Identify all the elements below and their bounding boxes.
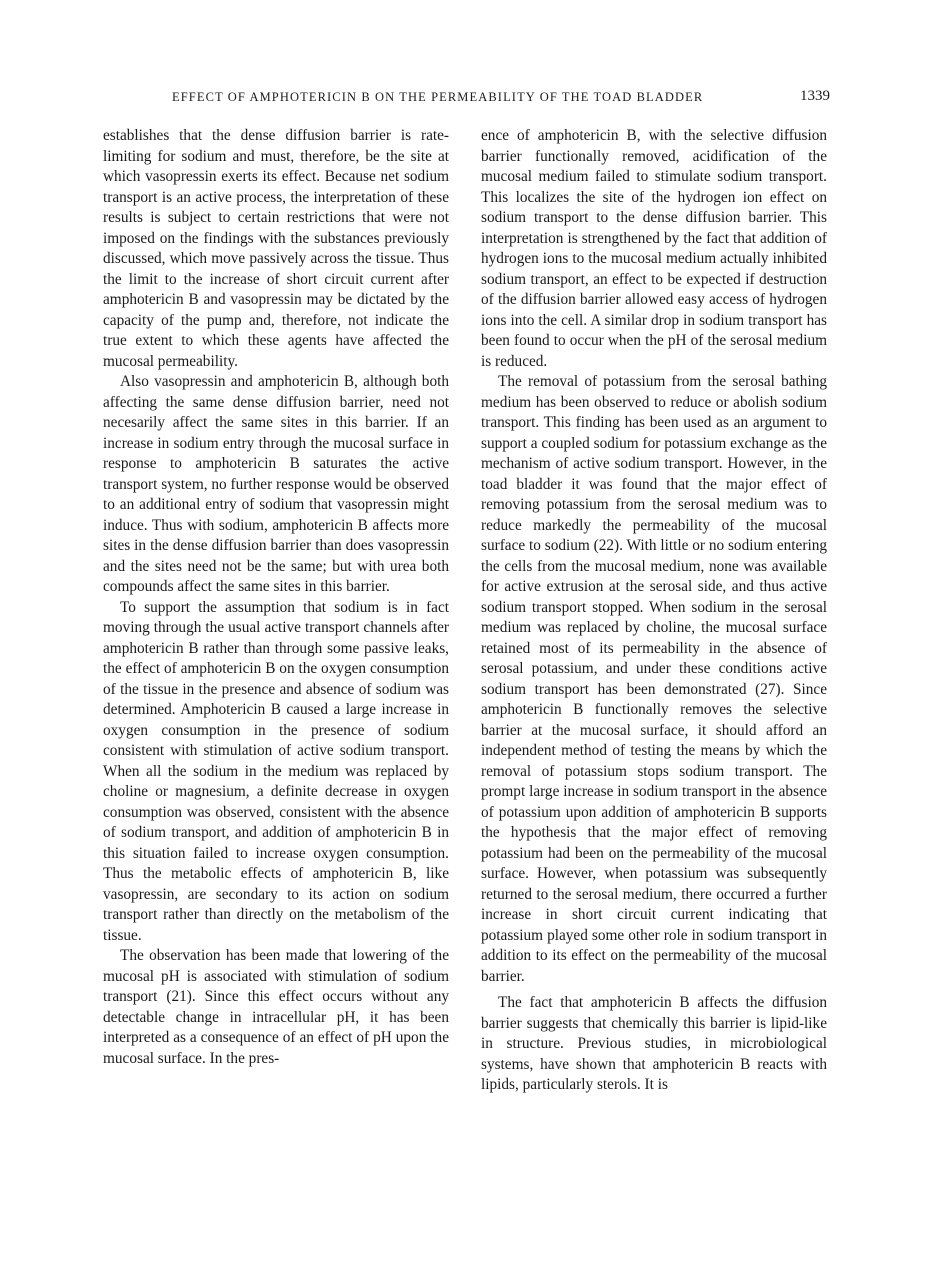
paragraph: To support the assumption that sodium is in fact moving through the usual active transport channels after amphotericin B rather than through some passive leaks, the effect of amphotericin B on the oxygen consumption of the tissue in the presence and absence of sodium was determined. Amphotericin B caused a large increase in oxygen consumption in the presence of sodium consistent with stimulation of active sodium transport. When all the sodium in the medium was replaced by choline or magnesium, a definite decrease in oxygen consumption was observed, consistent with the absence of sodium transport, and addition of amphotericin B in this situation failed to increase oxygen consumption. Thus the metabolic effects of amphotericin B, like vasopressin, are secondary to its action on sodium transport rather than directly on the metabolism of the tissue. <box>103 598 449 944</box>
paragraph: ence of amphotericin B, with the selective diffusion barrier functionally removed, acidification of the mucosal medium failed to stimulate sodium transport. This localizes the site of the hydrogen ion effect on sodium transport to the dense diffusion barrier. This interpretation is strengthened by the fact that addition of hydrogen ions to the mucosal medium actually inhibited sodium transport, an effect to be expected if destruction of the diffusion barrier allowed easy access of hydrogen ions into the cell. A similar drop in sodium transport has been found to occur when the pH of the serosal medium is reduced. <box>481 127 827 370</box>
paragraph: establishes that the dense diffusion barrier is rate-limiting for sodium and must, therefore, be the site at which vasopressin exerts its effect. Because net sodium transport is an active process, the interpretation of these results is subject to certain restrictions that were not imposed on the findings with the substances previously discussed, which move passively across the tissue. Thus the limit to the increase of short circuit current after amphotericin B and vasopressin may be dictated by the capacity of the pump and, therefore, not indicate the true extent to which these agents have affected the mucosal permeability. <box>103 127 449 370</box>
left-column <box>103 126 449 1069</box>
running-head: EFFECT OF AMPHOTERICIN B ON THE PERMEABILITY OF THE TOAD BLADDER <box>172 90 704 104</box>
paragraph: The removal of potassium from the serosal bathing medium has been observed to reduce or abolish sodium transport. This finding has been used as an argument to support a coupled sodium for potassium exchange as the mechanism of active sodium transport. However, in the toad bladder it was found that the major effect of removing potassium from the serosal medium was to reduce markedly the permeability of the mucosal surface to sodium (22). With little or no sodium entering the cells from the mucosal medium, none was available for active extrusion at the serosal side, and thus active sodium transport stopped. When sodium in the serosal medium was replaced by choline, the mucosal surface retained most of its permeability in the absence of serosal potassium, and under these conditions active sodium transport has been demonstrated (27). Since amphotericin B functionally removes the selective barrier at the mucosal surface, it should afford an independent method of testing the means by which the removal of potassium stops sodium transport. The prompt large increase in sodium transport in the absence of potassium upon addition of amphotericin B supports the hypothesis that the major effect of removing potassium had been on the permeability of the mucosal surface. However, when potassium was subsequently returned to the serosal medium, there occurred a further increase in short circuit current indicating that potassium played some other role in sodium transport in addition to its effect on the permeability of the mucosal barrier. <box>481 373 827 985</box>
paragraph: Also vasopressin and amphotericin B, although both affecting the same dense diffusion barrier, need not necesarily affect the same sites in this barrier. If an increase in sodium entry through the mucosal surface in response to amphotericin B saturates the active transport system, no further response would be observed to an additional entry of sodium that vasopressin might induce. Thus with sodium, amphotericin B affects more sites in the dense diffusion barrier than does vasopressin and the sites need not be the same; but with urea both compounds affect the same sites in this barrier. <box>103 373 449 595</box>
page-number: 1339 <box>800 88 830 104</box>
paragraph: The observation has been made that lowering of the mucosal pH is associated with stimulation of sodium transport (21). Since this effect occurs without any detectable change in intracellular pH, it has been interpreted as a consequence of an effect of pH upon the mucosal surface. In the pres- <box>103 947 449 1067</box>
paragraph: The fact that amphotericin B affects the diffusion barrier suggests that chemically this barrier is lipid-like in structure. Previous studies, in microbiological systems, have shown that amphotericin B reacts with lipids, particularly sterols. It is <box>481 994 827 1093</box>
right-column <box>481 126 827 1096</box>
